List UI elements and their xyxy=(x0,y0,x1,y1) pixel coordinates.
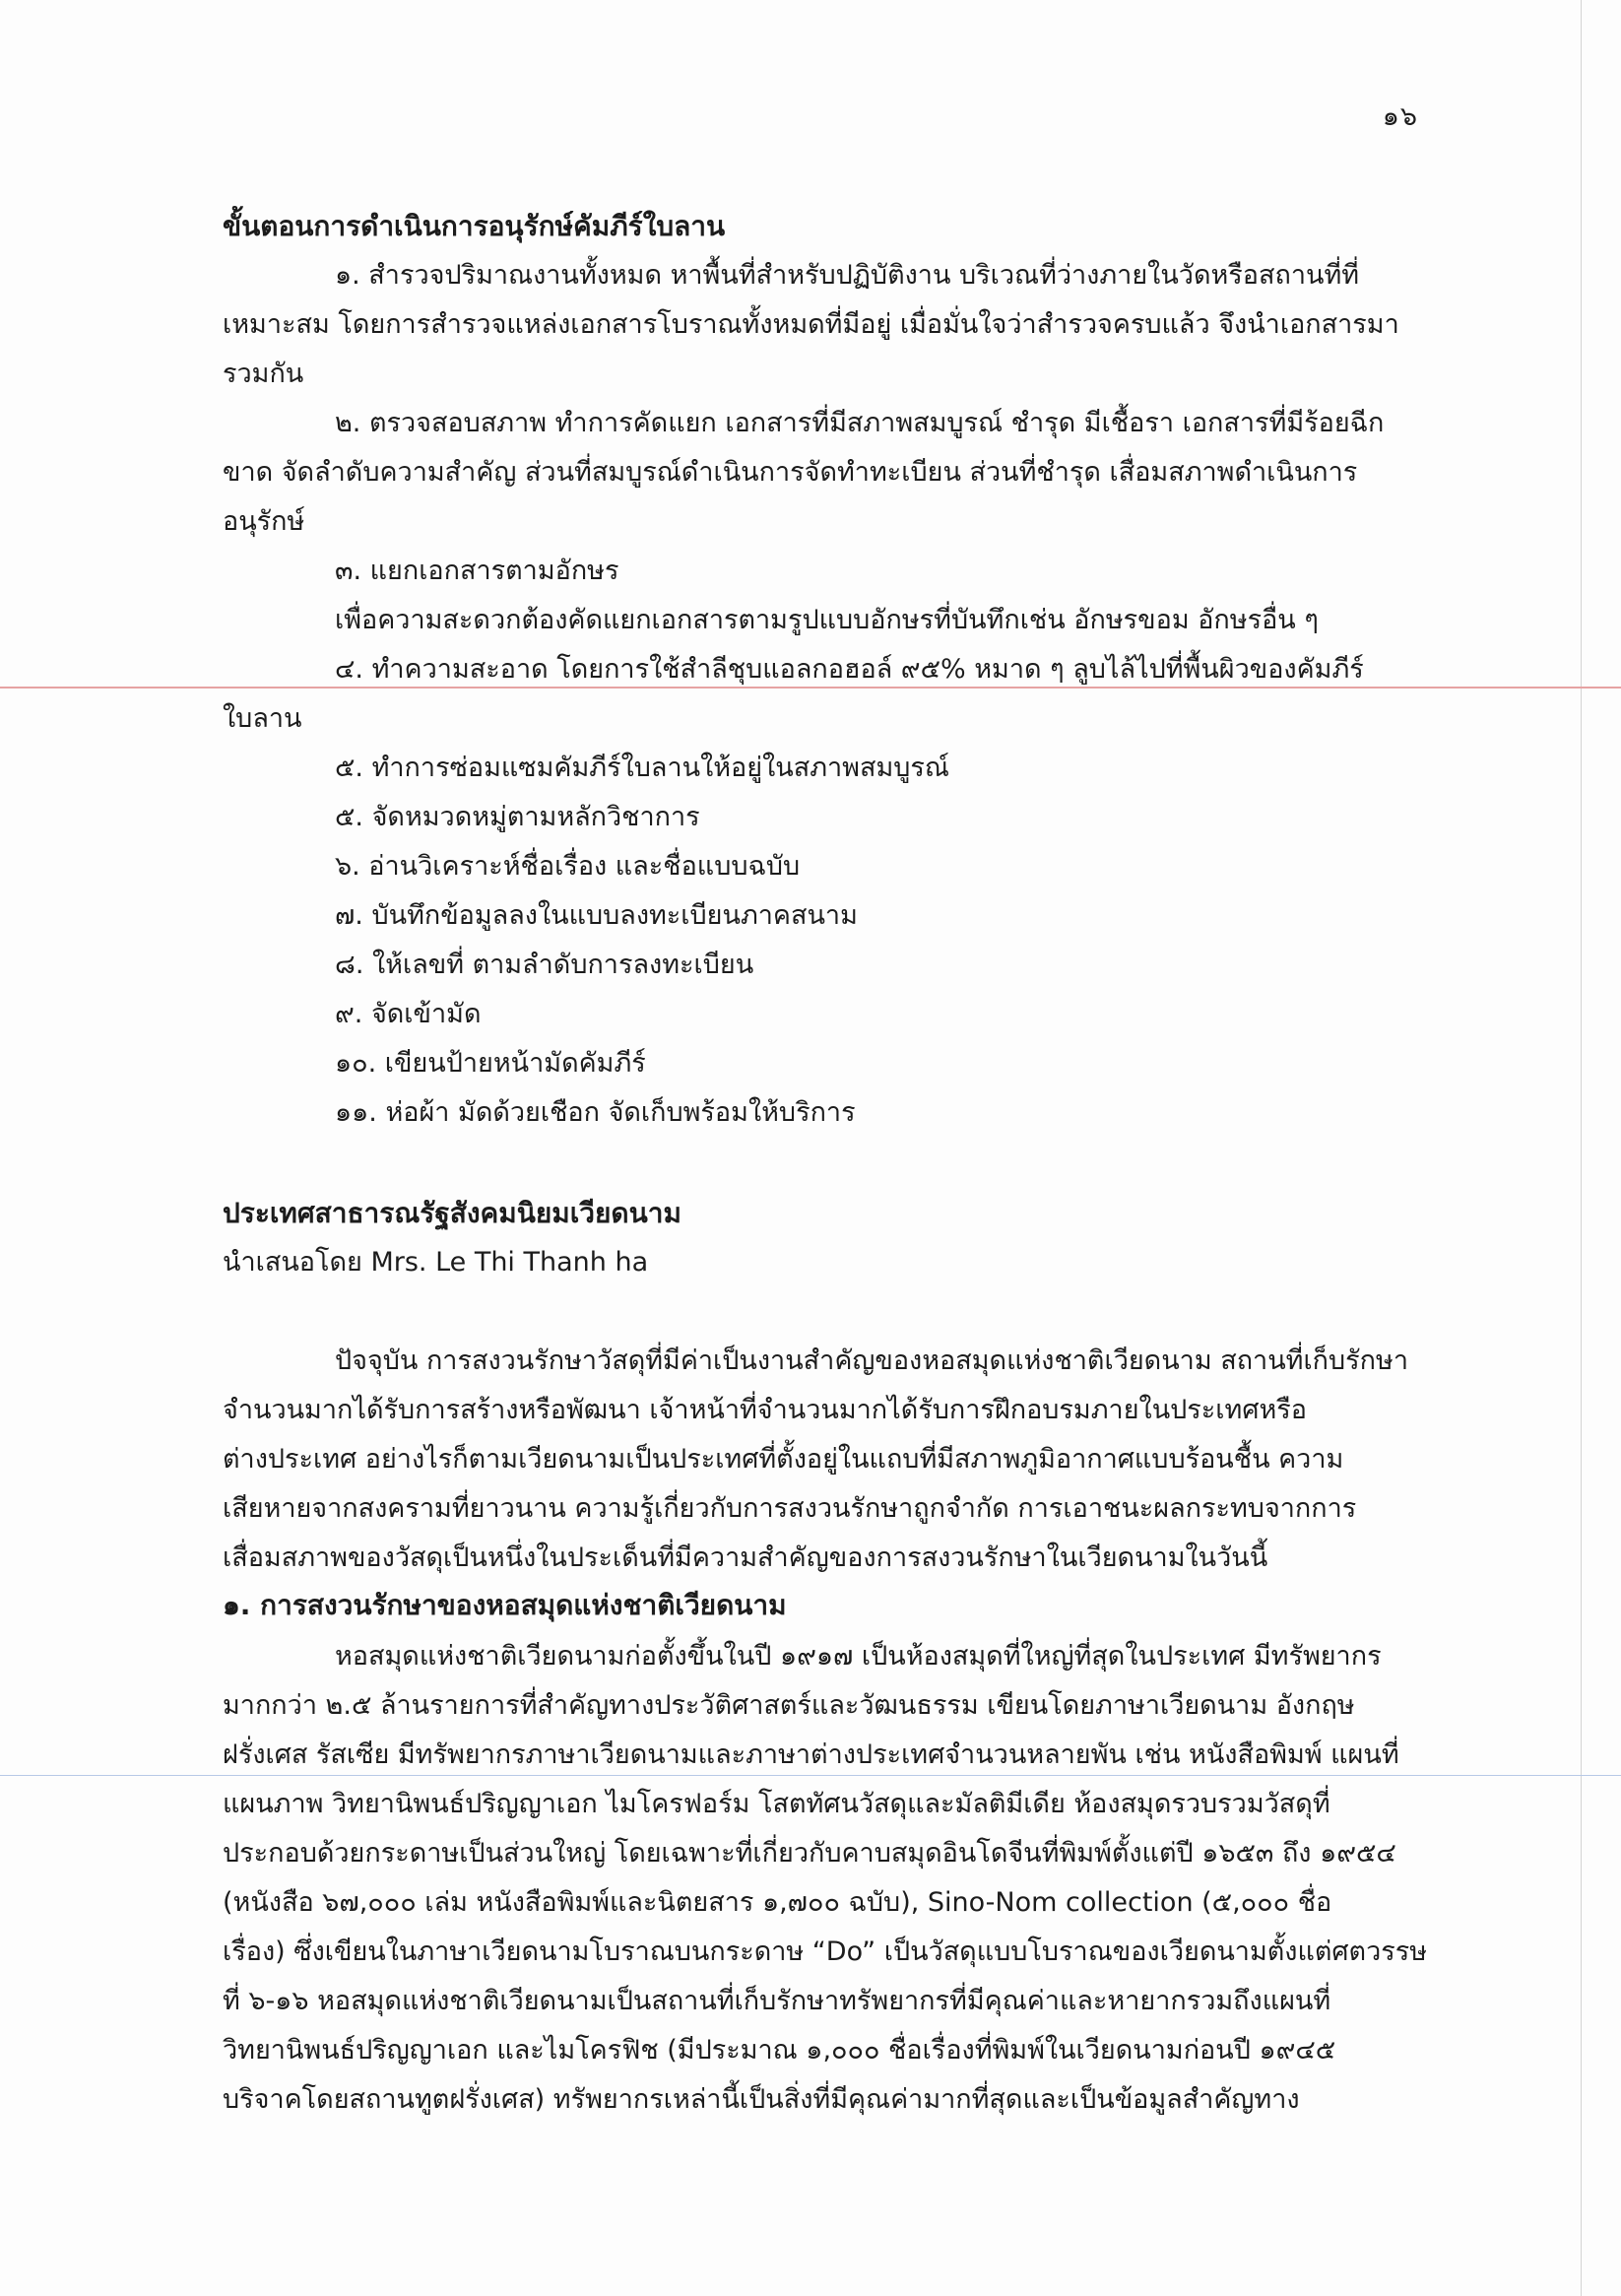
step-8: ๘. ให้เลขที่ ตามลำดับการลงทะเบียน xyxy=(335,950,754,980)
paragraph-1-line-1: ปัจจุบัน การสงวนรักษาวัสดุที่มีค่าเป็นงานสำคัญของหอสมุดแห่งชาติเวียดนาม สถานที่เก็บรักษา xyxy=(335,1345,1408,1376)
presenter-line: นำเสนอโดย Mrs. Le Thi Thanh ha xyxy=(223,1247,649,1278)
paragraph-2-line-1: หอสมุดแห่งชาติเวียดนามก่อตั้งขึ้นในปี ๑๙๑๗ เป็นห้องสมุดที่ใหญ่ที่สุดในประเทศ มีทรัพยากร xyxy=(335,1641,1382,1672)
paragraph-2-line-7: เรื่อง) ซึ่งเขียนในภาษาเวียดนามโบราณบนกระดาษ “Do” เป็นวัสดุแบบโบราณของเวียดนามตั้งแต่ศตวรรษ xyxy=(223,1936,1428,1967)
step-2-line-1: ๒. ตรวจสอบสภาพ ทำการคัดแยก เอกสารที่มีสภาพสมบูรณ์ ชำรุด มีเชื้อรา เอกสารที่มีร้อยฉีก xyxy=(335,408,1385,438)
paragraph-2-line-4: แผนภาพ วิทยานิพนธ์ปริญญาเอก ไมโครฟอร์ม โสตทัศนวัสดุและมัลติมีเดีย ห้องสมุดรวบรวมวัสดุที่ xyxy=(223,1789,1330,1819)
step-5b: ๕. จัดหมวดหมู่ตามหลักวิชาการ xyxy=(335,802,700,832)
section-heading-vietnam: ประเทศสาธารณรัฐสังคมนิยมเวียดนาม xyxy=(223,1197,681,1229)
step-3-line-1: ๓. แยกเอกสารตามอักษร xyxy=(335,556,619,586)
step-4-line-2: ใบลาน xyxy=(223,703,302,734)
paragraph-2-line-8: ที่ ๖-๑๖ หอสมุดแห่งชาติเวียดนามเป็นสถานที่เก็บรักษาทรัพยากรที่มีคุณค่าและหายากรวมถึงแผนที่ xyxy=(223,1986,1331,2016)
step-10: ๑๐. เขียนป้ายหน้ามัดคัมภีร์ xyxy=(335,1048,646,1079)
paragraph-2-line-6: (หนังสือ ๖๗,๐๐๐ เล่ม หนังสือพิมพ์และนิตยสาร ๑,๗๐๐ ฉบับ), Sino-Nom collection (๕,๐๐๐ ชื่อ xyxy=(223,1887,1332,1918)
paragraph-1-line-3: ต่างประเทศ อย่างไรก็ตามเวียดนามเป็นประเทศที่ตั้งอยู่ในแถบที่มีสภาพภูมิอากาศแบบร้อนชื้น ความ xyxy=(223,1444,1344,1475)
step-3-line-2: เพื่อความสะดวกต้องคัดแยกเอกสารตามรูปแบบอักษรที่บันทึกเช่น อักษรขอม อักษรอื่น ๆ xyxy=(335,605,1319,635)
paragraph-2-line-10: บริจาคโดยสถานทูตฝรั่งเศส) ทรัพยากรเหล่านี้เป็นสิ่งที่มีคุณค่ามากที่สุดและเป็นข้อมูลสำคัญทาง xyxy=(223,2084,1300,2115)
paragraph-1-line-4: เสียหายจากสงครามที่ยาวนาน ความรู้เกี่ยวกับการสงวนรักษาถูกจำกัด การเอาชนะผลกระทบจากการ xyxy=(223,1493,1357,1524)
paragraph-1-line-2: จำนวนมากได้รับการสร้างหรือพัฒนา เจ้าหน้าที่จำนวนมากได้รับการฝึกอบรมภายในประเทศหรือ xyxy=(223,1395,1307,1425)
step-2-line-3: อนุรักษ์ xyxy=(223,506,305,537)
step-4-line-1: ๔. ทำความสะอาด โดยการใช้สำลีชุบแอลกอฮอล์ ๙๕% หมาด ๆ ลูบไล้ไปที่พื้นผิวของคัมภีร์ xyxy=(335,654,1364,685)
page-number: ๑๖ xyxy=(1382,101,1418,132)
step-1-line-2: เหมาะสม โดยการสำรวจแหล่งเอกสารโบราณทั้งหมดที่มีอยู่ เมื่อมั่นใจว่าสำรวจครบแล้ว จึงนำเอกสารมา xyxy=(223,309,1399,340)
step-11: ๑๑. ห่อผ้า มัดด้วยเชือก จัดเก็บพร้อมให้บริการ xyxy=(335,1097,856,1128)
paragraph-2-line-2: มากกว่า ๒.๕ ล้านรายการที่สำคัญทางประวัติศาสตร์และวัฒนธรรม เขียนโดยภาษาเวียดนาม อังกฤษ xyxy=(223,1690,1355,1721)
section-heading-palm-leaf: ขั้นตอนการดำเนินการอนุรักษ์คัมภีร์ใบลาน xyxy=(223,210,726,242)
step-9: ๙. จัดเข้ามัด xyxy=(335,999,482,1029)
subheading-national-library: ๑. การสงวนรักษาของหอสมุดแห่งชาติเวียดนาม xyxy=(223,1589,787,1621)
step-2-line-2: ขาด จัดลำดับความสำคัญ ส่วนที่สมบูรณ์ดำเนินการจัดทำทะเบียน ส่วนที่ชำรุด เสื่อมสภาพดำเนินการ xyxy=(223,457,1358,488)
step-1-line-1: ๑. สำรวจปริมาณงานทั้งหมด หาพื้นที่สำหรับปฏิบัติงาน บริเวณที่ว่างภายในวัดหรือสถานที่ที่ xyxy=(335,260,1360,291)
paragraph-2-line-9: วิทยานิพนธ์ปริญญาเอก และไมโครฟิช (มีประมาณ ๑,๐๐๐ ชื่อเรื่องที่พิมพ์ในเวียดนามก่อนปี ๑๙๔๕ xyxy=(223,2035,1336,2066)
step-1-line-3: รวมกัน xyxy=(223,359,304,389)
step-5a: ๕. ทำการซ่อมแซมคัมภีร์ใบลานให้อยู่ในสภาพสมบูรณ์ xyxy=(335,753,949,783)
step-7: ๗. บันทึกข้อมูลลงในแบบลงทะเบียนภาคสนาม xyxy=(335,900,858,931)
paragraph-2-line-5: ประกอบด้วยกระดาษเป็นส่วนใหญ่ โดยเฉพาะที่เกี่ยวกับคาบสมุดอินโดจีนที่พิมพ์ตั้งแต่ปี ๑๖๕๓ ถึง ๑๙๕๔ xyxy=(223,1838,1396,1869)
scan-edge-line xyxy=(1581,0,1582,2296)
paragraph-2-line-3: ฝรั่งเศส รัสเซีย มีทรัพยากรภาษาเวียดนามและภาษาต่างประเทศจำนวนหลายพัน เช่น หนังสือพิมพ์ แผนที่ xyxy=(223,1739,1399,1770)
scan-artifact-blue-line xyxy=(0,1775,1621,1776)
step-6: ๖. อ่านวิเคราะห์ชื่อเรื่อง และชื่อแบบฉบับ xyxy=(335,851,801,882)
paragraph-1-line-5: เสื่อมสภาพของวัสดุเป็นหนึ่งในประเด็นที่มีความสำคัญของการสงวนรักษาในเวียดนามในวันนี้ xyxy=(223,1542,1268,1573)
